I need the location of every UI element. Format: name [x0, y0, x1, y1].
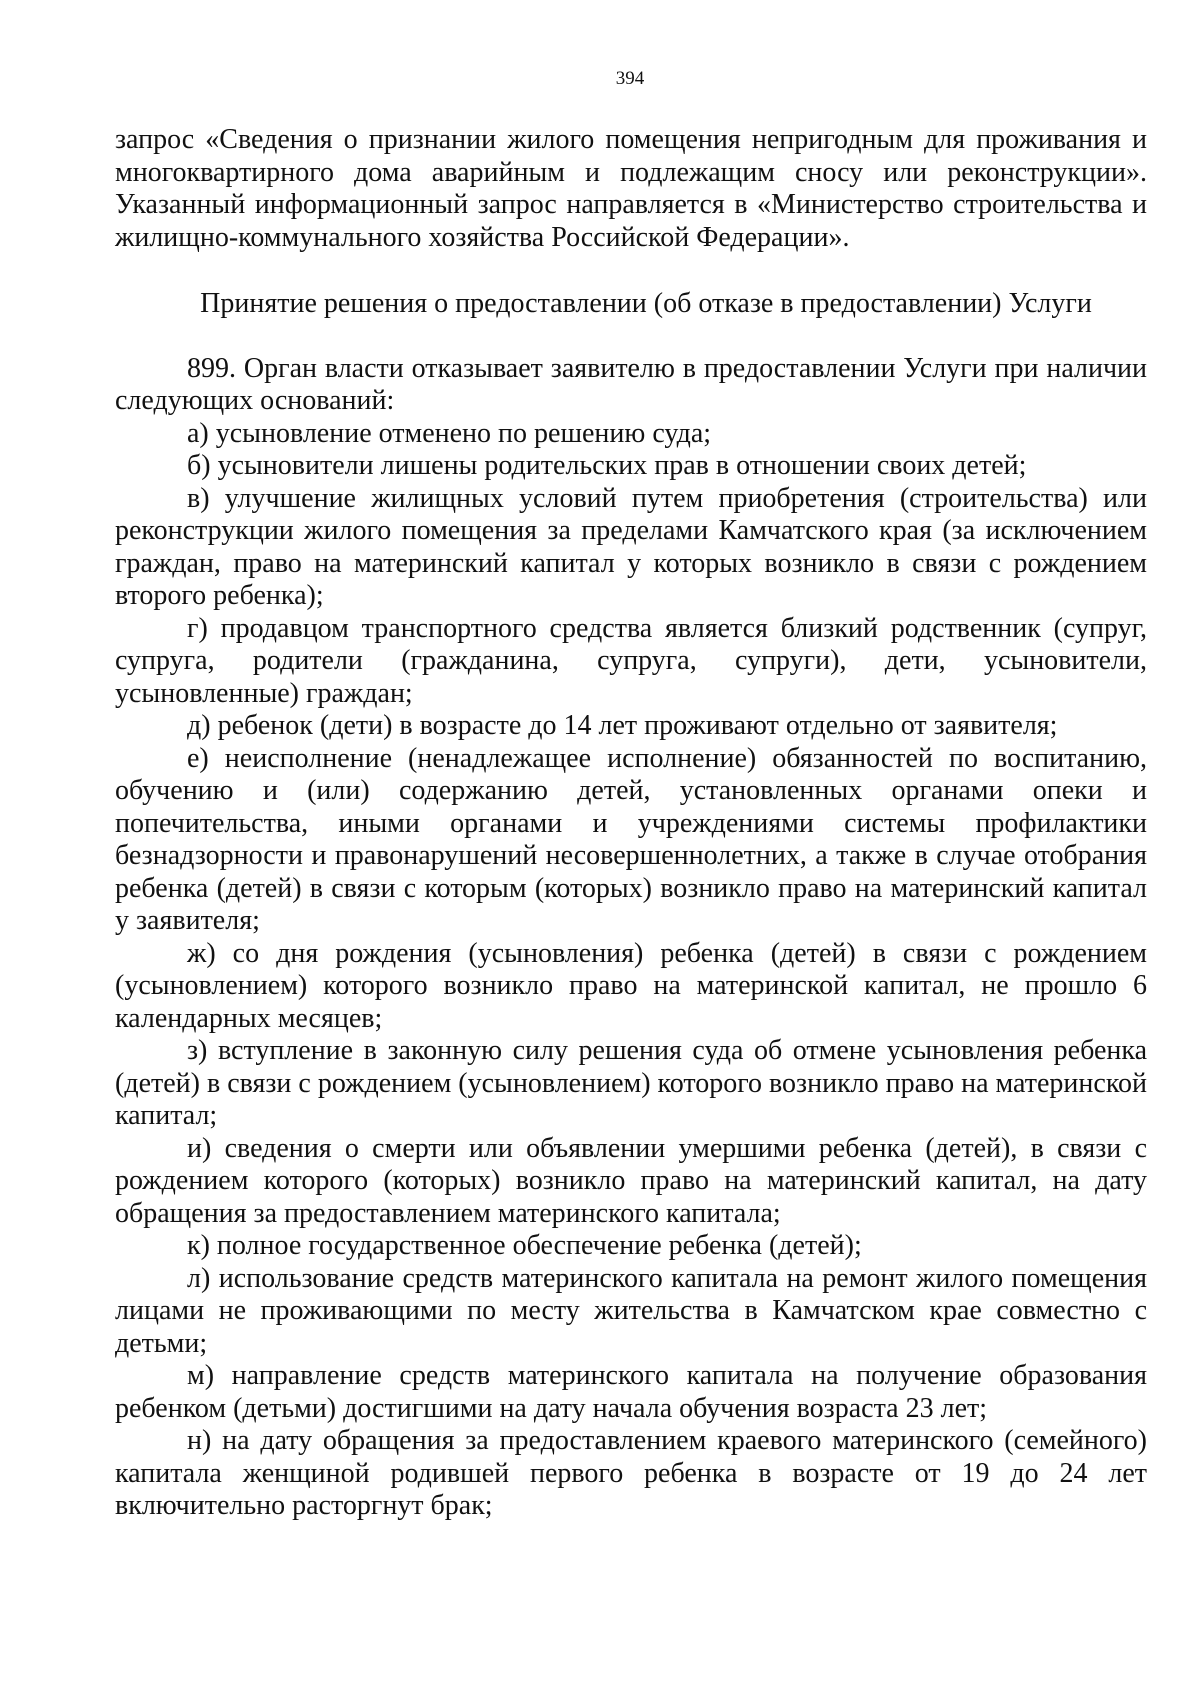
list-item-b: б) усыновители лишены родительских прав в отношении своих детей; — [187, 450, 1027, 481]
list-item-m: м) направление средств материнского капитала на получение образования ребенком (детьми) достигшими на дату начала обучения возраста 23 лет; — [115, 1360, 1147, 1424]
list-item-v: в) улучшение жилищных условий путем приобретения (строительства) или реконструкции жилого помещения за пределами Камчатского края (за исключением граждан, право на материнский капитал у которых возникло в связи с рождением второго ребенка); — [115, 482, 1147, 611]
list-item-n: н) на дату обращения за предоставлением краевого материнского (семейного) капитала женщиной родившей первого ребенка в возрасте от 19 до 24 лет включительно расторгнут брак; — [115, 1425, 1147, 1521]
list-item-zh: ж) со дня рождения (усыновления) ребенка (детей) в связи с рождением (усыновлением) которого возникло право на материнской капитал, не прошло 6 календарных месяцев; — [115, 937, 1147, 1034]
intro-paragraph: запрос «Сведения о признании жилого помещения непригодным для проживания и многоквартирного дома аварийным и подлежащим сносу или реконструкции». Указанный информационный запрос направляется в «Министерство строительства и жилищно-коммунального хозяйства Российской Федерации». — [115, 124, 1147, 253]
clause-899: 899. Орган власти отказывает заявителю в предоставлении Услуги при наличии следующих оснований: — [115, 352, 1147, 416]
list-item-i: и) сведения о смерти или объявлении умершими ребенка (детей), в связи с рождением которого (которых) возникло право на материнский капитал, на дату обращения за предоставлением материнского капитала; — [115, 1132, 1147, 1229]
list-item-z: з) вступление в законную силу решения суда об отмене усыновления ребенка (детей) в связи с рождением (усыновлением) которого возникло право на материнской капитал; — [115, 1035, 1147, 1131]
list-item-a: а) усыновление отменено по решению суда; — [187, 417, 712, 449]
list-item-l: л) использование средств материнского капитала на ремонт жилого помещения лицами не проживающими по месту жительства в Камчатском крае совместно с детьми; — [115, 1262, 1147, 1359]
list-item-g: г) продавцом транспортного средства является близкий родственник (супруг, супруга, родители (гражданина, супруга, супруги), дети, усыновители, усыновленные) граждан; — [115, 612, 1147, 709]
list-item-k: к) полное государственное обеспечение ребенка (детей); — [187, 1230, 862, 1261]
section-heading: Принятие решения о предоставлении (об отказе в предоставлении) Услуги — [200, 288, 1092, 319]
list-item-d: д) ребенок (дети) в возрасте до 14 лет проживают отдельно от заявителя; — [187, 710, 1058, 741]
document-body — [115, 124, 1147, 1523]
list-item-e: е) неисполнение (ненадлежащее исполнение) обязанностей по воспитанию, обучению и (или) содержанию детей, установленных органами опеки и попечительства, иными органами и учреждениями системы профилактики безнадзорности и правонарушений несовершеннолетних, а также в случае отобрания ребенка (детей) в связи с которым (которых) возникло право на материнский капитал у заявителя; — [115, 742, 1147, 936]
page-number: 394 — [615, 68, 645, 89]
